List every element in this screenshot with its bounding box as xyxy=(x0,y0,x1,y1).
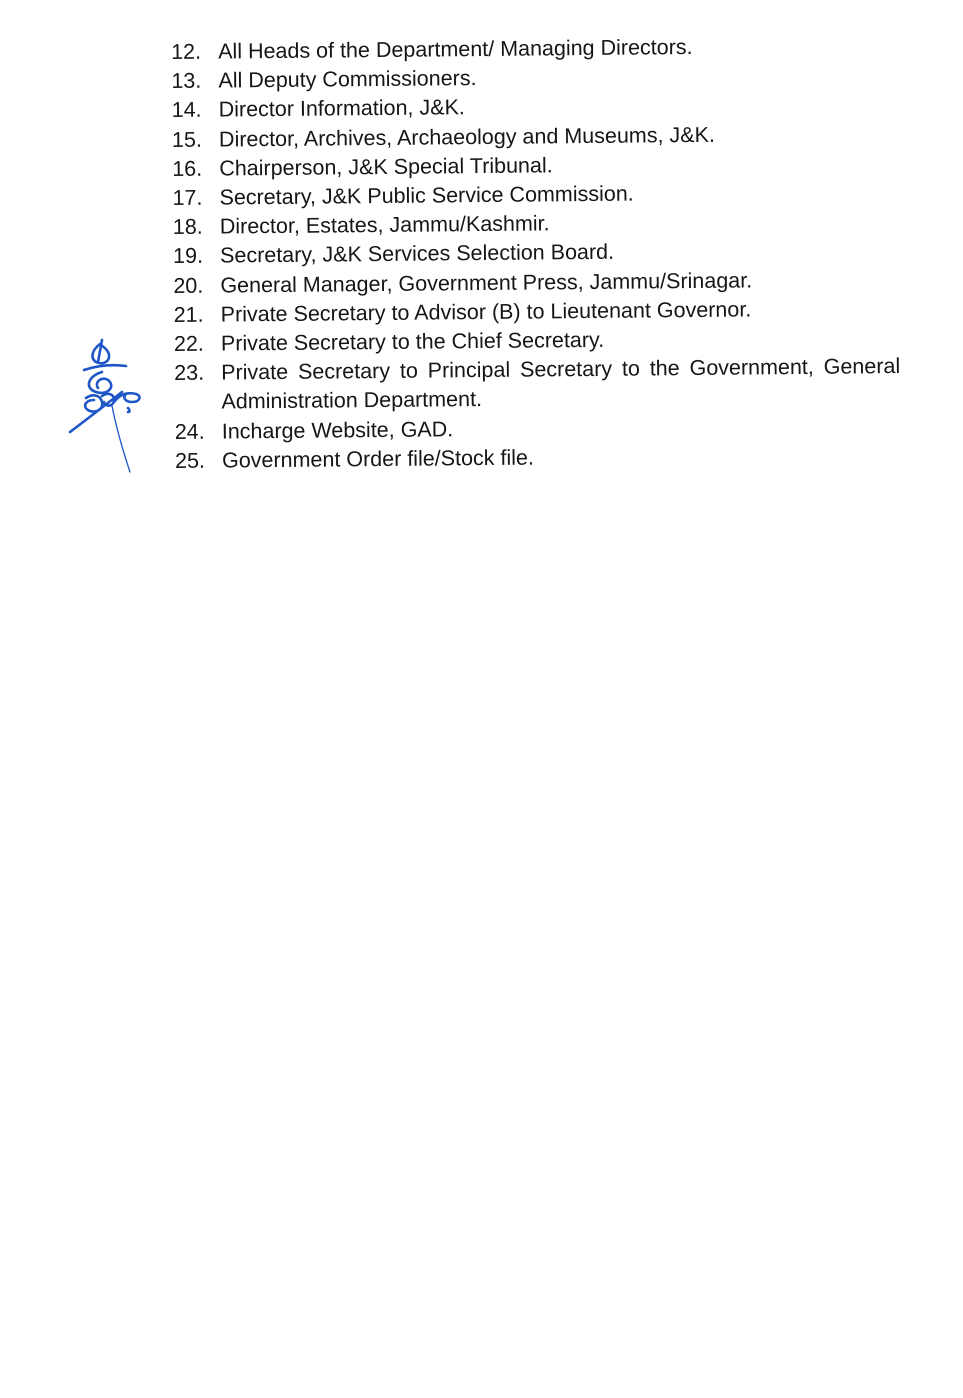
item-text: Government Order file/Stock file. xyxy=(221,445,535,473)
list-item xyxy=(175,440,901,476)
list-item xyxy=(174,352,901,417)
item-number: 12. xyxy=(171,39,202,64)
distribution-list xyxy=(171,31,901,476)
item-text: General Manager, Government Press, Jammu/Srinagar. xyxy=(220,268,753,298)
item-number: 25. xyxy=(174,448,206,473)
item-number: 13. xyxy=(171,68,202,94)
item-number: 23. xyxy=(174,360,205,386)
item-text: All Heads of the Department/ Managing Directors. xyxy=(218,34,693,64)
item-number: 15. xyxy=(171,127,202,152)
item-number: 22. xyxy=(173,331,204,357)
item-text: Director, Archives, Archaeology and Museums, J&K. xyxy=(218,122,715,152)
item-number: 17. xyxy=(172,185,203,211)
item-text: Chairperson, J&K Special Tribunal. xyxy=(219,153,553,181)
item-number: 24. xyxy=(174,419,205,444)
item-text: Secretary, J&K Public Service Commission. xyxy=(219,181,634,210)
item-text: Director, Estates, Jammu/Kashmir. xyxy=(219,211,550,239)
item-text: Incharge Website, GAD. xyxy=(221,416,454,444)
item-text: All Deputy Commissioners. xyxy=(218,66,477,93)
item-number: 21. xyxy=(173,302,204,327)
item-number: 20. xyxy=(173,273,204,298)
item-number: 18. xyxy=(172,214,203,240)
item-number: 19. xyxy=(172,244,204,269)
item-text: Private Secretary to the Chief Secretary. xyxy=(220,327,605,356)
item-text: Private Secretary to Principal Secretary to the Government, General Administration Department. xyxy=(221,354,901,414)
item-text: Director Information, J&K. xyxy=(218,95,465,122)
handwritten-signature xyxy=(62,336,148,476)
item-number: 16. xyxy=(172,156,203,181)
item-text: Secretary, J&K Services Selection Board. xyxy=(219,240,615,268)
item-number: 14. xyxy=(171,98,202,123)
item-text: Private Secretary to Advisor (B) to Lieutenant Governor. xyxy=(220,297,752,327)
